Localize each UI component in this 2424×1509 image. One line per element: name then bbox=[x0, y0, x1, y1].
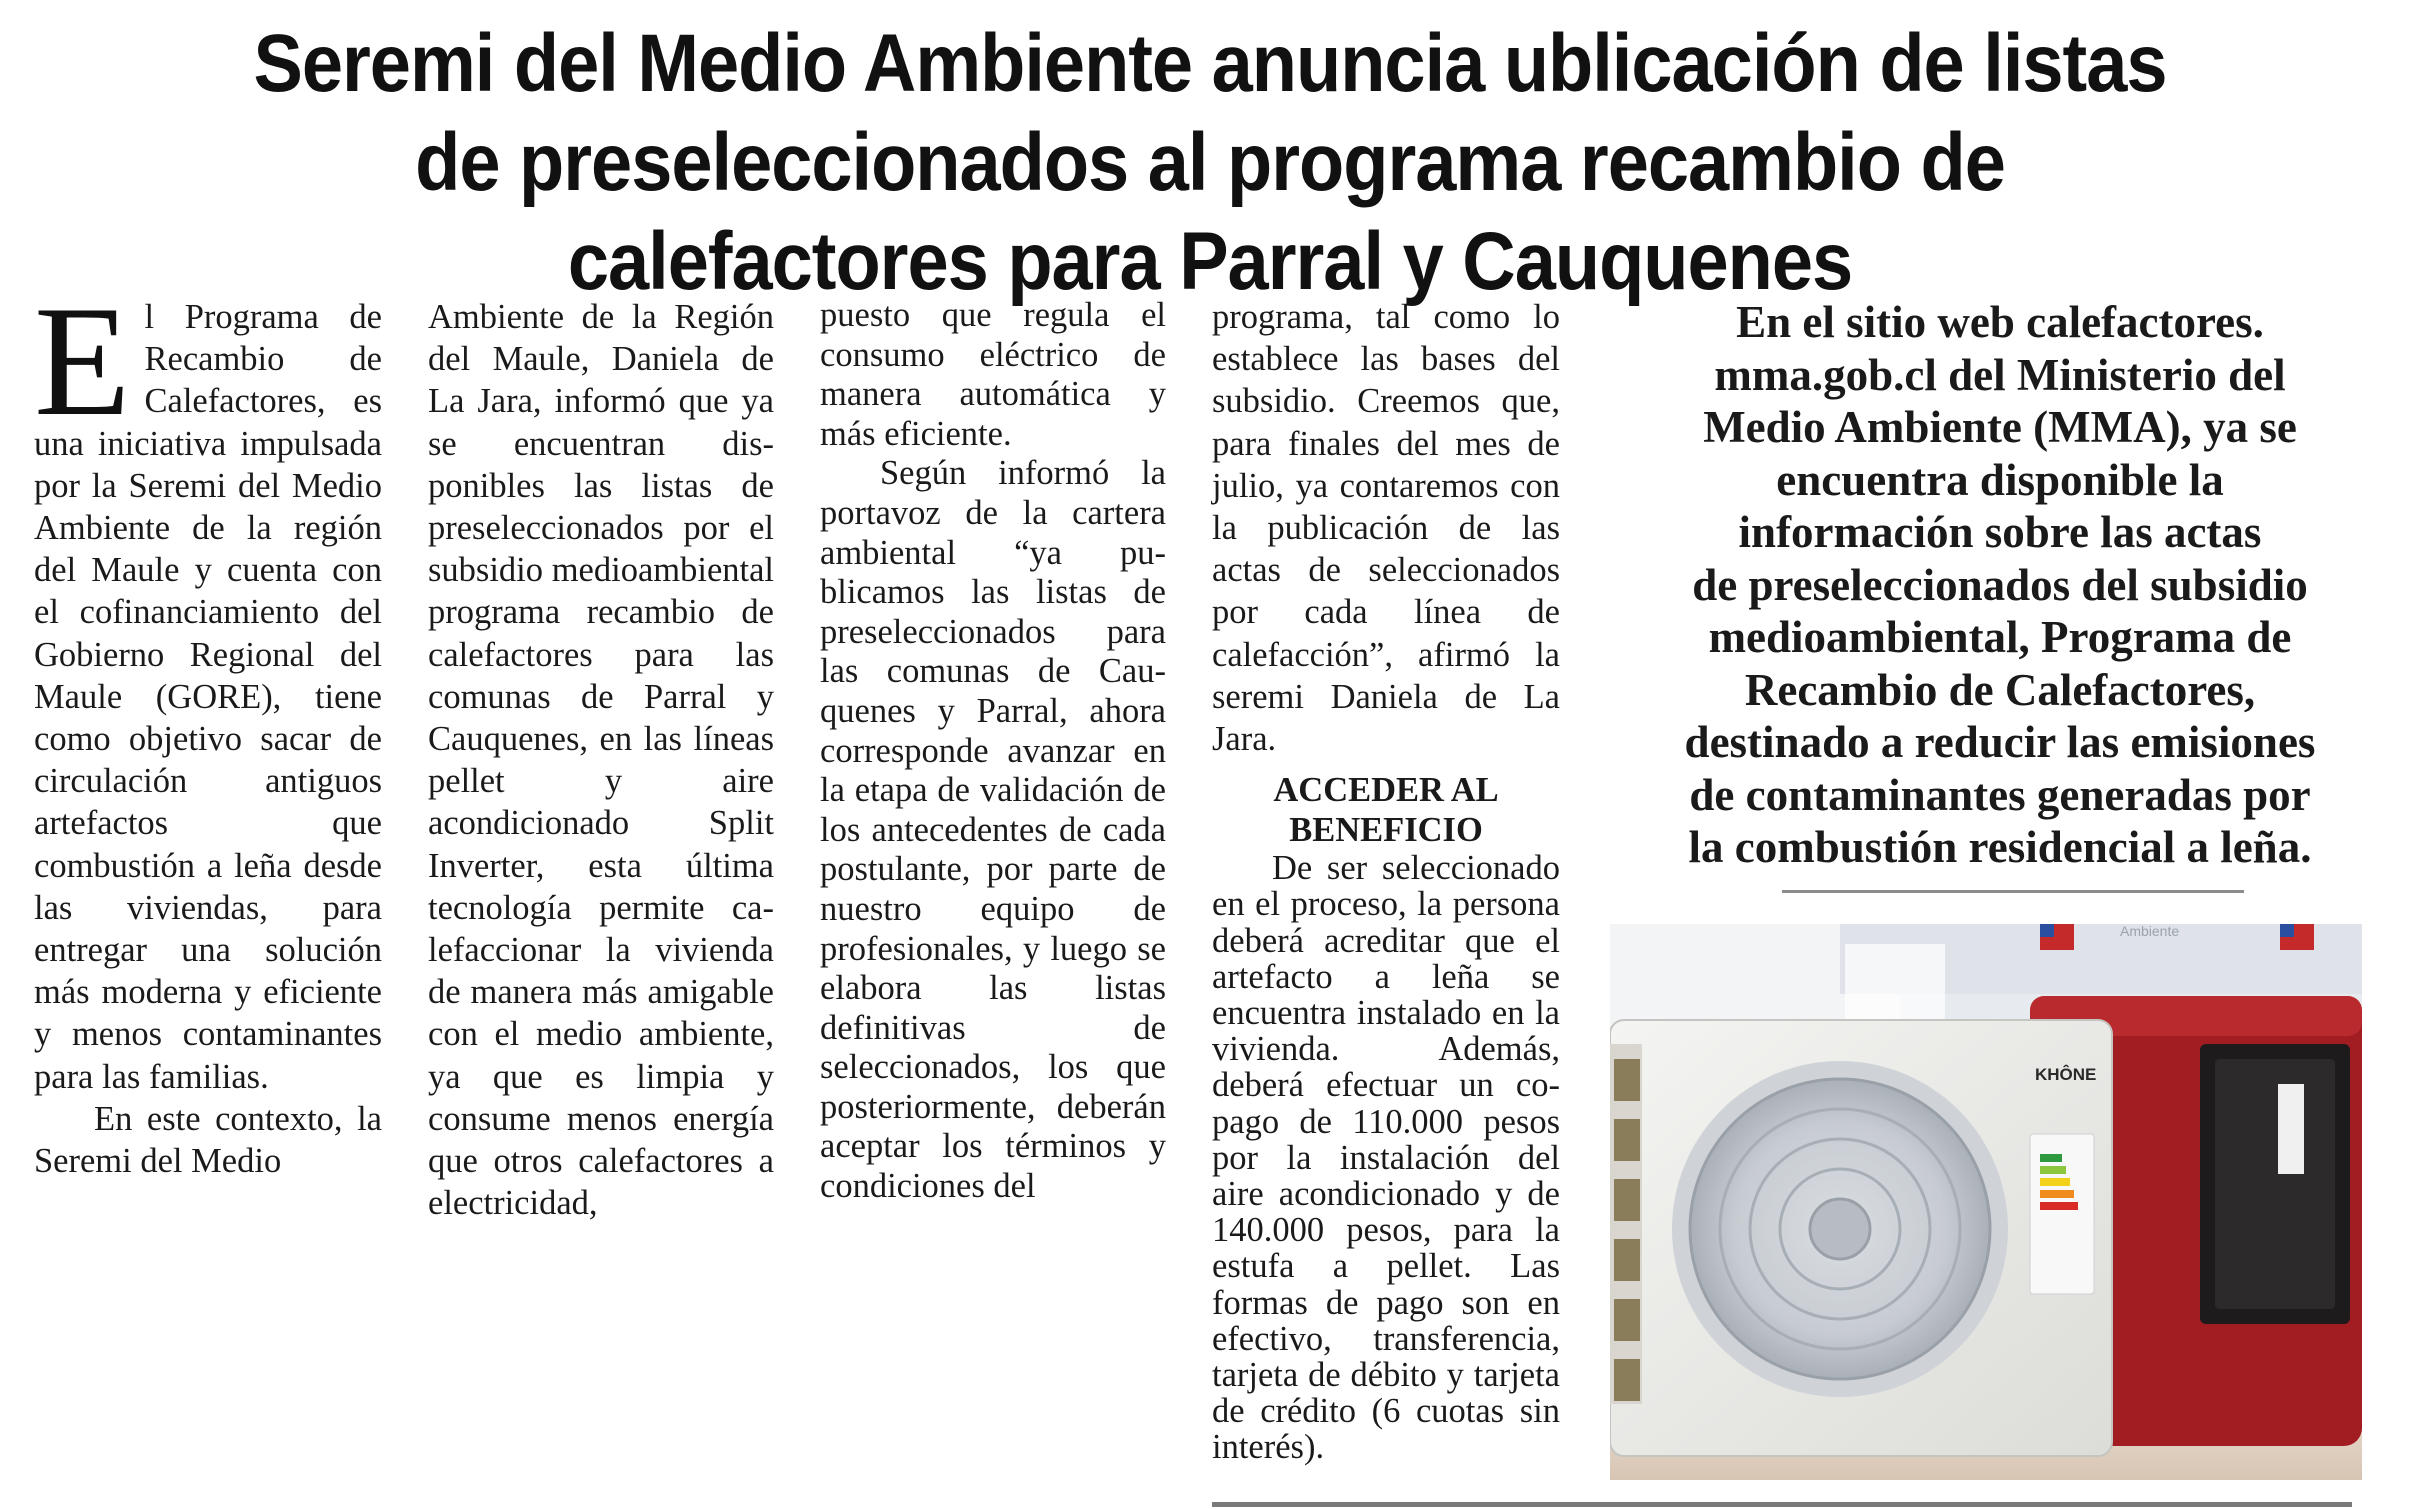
sidebar-line: Medio Ambiente (MMA), ya se bbox=[1703, 402, 2297, 452]
vent-slot bbox=[1614, 1059, 1640, 1101]
flag-canton bbox=[2040, 924, 2054, 937]
column-4-paragraph-1: programa, tal como lo establece las bases del subsidio. Creemos que, para finales del mes de julio, ya contaremos con la publicación de las actas de seleccionados por cada línea de calefacción”, afirmó la seremi Daniela de La Jara. bbox=[1212, 298, 1560, 759]
drop-cap: E bbox=[34, 274, 131, 449]
energy-bar bbox=[2040, 1166, 2066, 1174]
fan-hub bbox=[1810, 1199, 1870, 1259]
energy-label bbox=[2278, 1084, 2304, 1174]
vent-slot bbox=[1614, 1119, 1640, 1161]
article-column-2 bbox=[428, 296, 774, 1224]
sidebar-line: mma.gob.cl del Ministerio del bbox=[1714, 349, 2286, 400]
sidebar-line: de preseleccionados del subsidio bbox=[1692, 559, 2308, 610]
sidebar-divider bbox=[1782, 890, 2244, 893]
sidebar-line: Recambio de Calefactores, bbox=[1744, 664, 2256, 715]
sidebar-line: de contaminantes generadas por bbox=[1689, 769, 2311, 820]
sidebar-line: la combustión residencial a leña. bbox=[1688, 822, 2312, 872]
article-photo bbox=[1610, 924, 2362, 1480]
headline-line: calefactores para Parral y Cauquenes bbox=[567, 215, 1853, 307]
vent-slot bbox=[1614, 1179, 1640, 1221]
sidebar-line: encuentra disponible la bbox=[1776, 454, 2224, 505]
sidebar-line: En el sitio web calefactores. bbox=[1736, 297, 2264, 347]
column-3-paragraph-2: Según informó la portavoz de la cartera ambiental “ya publicamos las listas de preseleccionados para las comunas de Cauquenes y Parral, ahora corresponde avanzar en la etapa de validación de los antecedentes de cada postulante, por parte de nuestro equipo de profesionales, y luego se elabora las listas definitivas de seleccionados, los que posteriormente, deberán aceptar los términos y condiciones del bbox=[820, 454, 1166, 1206]
section-subheading bbox=[1212, 770, 1560, 850]
vent-slot bbox=[1614, 1359, 1640, 1401]
bottom-rule bbox=[1212, 1502, 2352, 1507]
vent-slot bbox=[1614, 1239, 1640, 1281]
article-column-4 bbox=[1212, 296, 1560, 1466]
headline-line: Seremi del Medio Ambiente anuncia ublicación de listas bbox=[253, 17, 2167, 109]
headline-line: de preseleccionados al programa recambio de bbox=[415, 116, 2005, 208]
column-4-paragraph-2: De ser seleccionado en el proceso, la persona deberá acreditar que el artefacto a leña se encuentra instalado en la vivienda. Además, deberá efectuar un copago de 110.000 pesos por la instalación del aire acondicionado y de 140.000 pesos, para la estufa a pellet. Las formas de pago son en efectivo, transferencia, tarjeta de débito y tarjeta de crédito (6 cuotas sin interés). bbox=[1212, 849, 1560, 1467]
subheading-line: ACCEDER AL bbox=[1273, 771, 1499, 810]
flag-canton bbox=[2280, 924, 2294, 937]
sidebar-pull-quote bbox=[1600, 296, 2400, 874]
sidebar-line: destinado a reducir las emisiones bbox=[1684, 717, 2316, 767]
column-2-paragraph-1: Ambiente de la Región del Maule, Daniela de La Jara, informó que ya se encuentran disponibles las listas de preseleccionados por el subsidio medioambiental programa recambio de calefactores para las comunas de Parral y Cauquenes, en las líneas pellet y aire acondicionado Split Inverter, esta última tecnología permite calefaccionar la vivienda de manera más amigable con el medio ambiente, ya que es limpia y consume menos energía que otros calefactores a electricidad, bbox=[428, 298, 774, 1223]
banner-text: Ambiente bbox=[2120, 924, 2180, 939]
energy-bar bbox=[2040, 1190, 2074, 1198]
article-column-3 bbox=[820, 296, 1166, 1207]
column-1-paragraph-1 bbox=[34, 274, 382, 1098]
stove-glass bbox=[2215, 1059, 2335, 1309]
energy-bar bbox=[2040, 1154, 2062, 1162]
column-1-paragraph-1-text: l Programa de Recambio de Calefactores, es una iniciativa impulsada por la Seremi del Medio Ambiente de la región del Maule y cuenta con el cofinanciamiento del Gobierno Regional del Maule (GORE), tiene como objetivo sacar de circulación antiguos artefactos que combustión a leña desde las viviendas, para entregar una solución más moderna y eficiente y menos contaminantes para las familias. bbox=[34, 298, 382, 1096]
article-column-1 bbox=[34, 274, 382, 1182]
column-1-paragraph-2: En este contexto, la Seremi del Medio bbox=[34, 1099, 382, 1181]
subheading-line: BENEFICIO bbox=[1289, 811, 1483, 850]
headline bbox=[60, 14, 2360, 311]
sidebar-line: información sobre las actas bbox=[1738, 507, 2262, 557]
energy-bar bbox=[2040, 1202, 2078, 1210]
vent-slot bbox=[1614, 1299, 1640, 1341]
sidebar-line: medioambiental, Programa de bbox=[1708, 612, 2292, 662]
column-3-paragraph-1: puesto que regula el consumo eléctrico de manera automática y más eficiente. bbox=[820, 296, 1166, 453]
photo-illustration bbox=[1610, 924, 2362, 1480]
brand-logo: KHÔNE bbox=[2035, 1065, 2097, 1084]
energy-bar bbox=[2040, 1178, 2070, 1186]
